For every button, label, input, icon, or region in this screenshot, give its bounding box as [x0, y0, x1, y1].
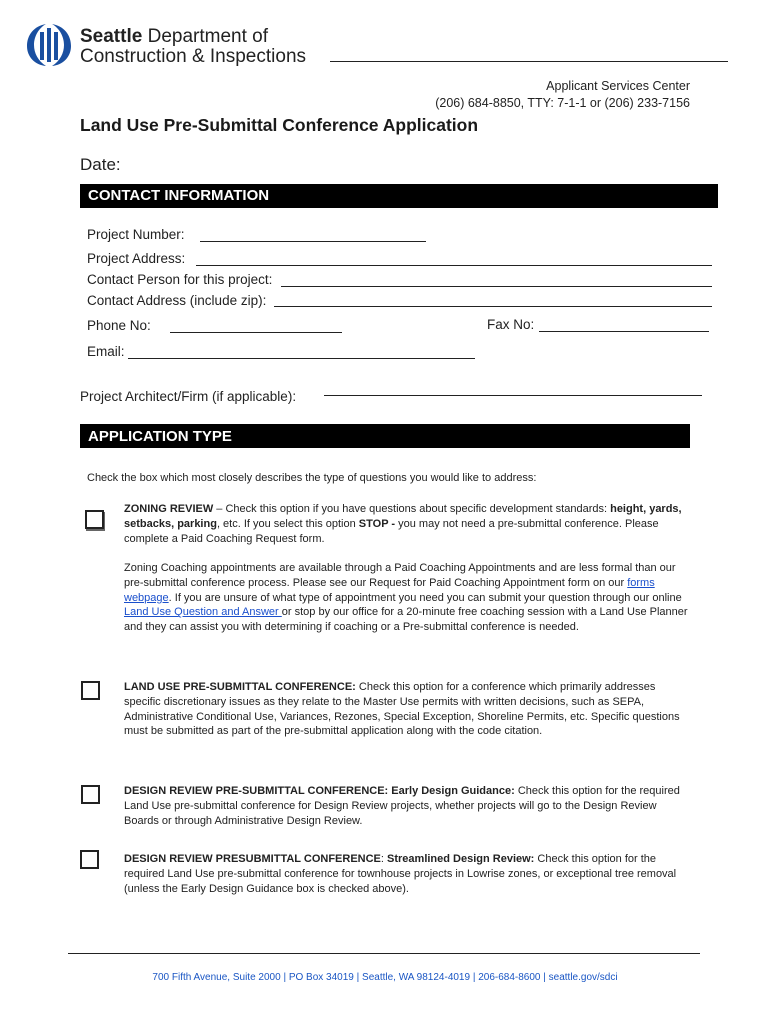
phone-label: Phone No:	[87, 318, 151, 333]
project-number-label: Project Number:	[87, 227, 185, 242]
fax-label: Fax No:	[487, 317, 535, 332]
contact-person-label: Contact Person for this project:	[87, 272, 273, 287]
zoning-review-description: ZONING REVIEW – Check this option if you have questions about specific development standards: height, yards, setbacks, parking, etc. If you select this option STOP - you may not need a pre-submittal conference. Please complete a Paid Coaching Request form.	[124, 503, 682, 545]
contact-address-label: Contact Address (include zip):	[87, 293, 267, 308]
land-use-presubmittal-checkbox[interactable]	[81, 681, 100, 700]
email-field[interactable]	[128, 358, 475, 359]
form-title: Land Use Pre-Submittal Conference Application	[80, 115, 479, 135]
services-center-name: Applicant Services Center	[546, 79, 690, 93]
email-label: Email:	[87, 344, 125, 359]
services-center-phone: (206) 684-8850, TTY: 7-1-1 or (206) 233-7156	[435, 96, 690, 110]
project-address-label: Project Address:	[87, 251, 186, 266]
application-type-header: APPLICATION TYPE	[80, 424, 690, 448]
date-label: Date:	[80, 155, 121, 174]
contact-person-field[interactable]	[281, 286, 712, 287]
footer-contact-info: 700 Fifth Avenue, Suite 2000 | PO Box 34019 | Seattle, WA 98124-4019 | 206-684-8600 | seattle.gov/sdci	[152, 972, 618, 983]
department-name: Seattle Department of Construction & Inspections	[80, 26, 307, 67]
footer-divider	[68, 953, 700, 954]
seattle-logo-icon	[24, 22, 74, 68]
forms-webpage-link[interactable]: forms webpage	[124, 576, 655, 604]
contact-section-header: CONTACT INFORMATION	[80, 184, 718, 208]
land-use-presubmittal-description: LAND USE PRE-SUBMITTAL CONFERENCE: Check this option for a conference which primarily addresses specific discretionary issues as they relate to the Master Use permits with written decisions, such as SEPA, Administrative Conditional Use, Variances, Rezones, Special Exception, Shoreline Permits, etc. Specific questions must be submitted as part of the pre-submittal application along with the code citation.	[124, 681, 680, 738]
phone-field[interactable]	[170, 332, 342, 333]
streamlined-design-review-checkbox[interactable]	[80, 850, 99, 869]
project-number-field[interactable]	[200, 241, 426, 242]
application-instructions: Check the box which most closely describes the type of questions you would like to address:	[87, 472, 537, 484]
early-design-guidance-checkbox[interactable]	[81, 785, 100, 804]
contact-address-field[interactable]	[274, 306, 712, 307]
header-divider	[330, 61, 728, 62]
zoning-review-checkbox[interactable]	[85, 510, 104, 529]
architect-label: Project Architect/Firm (if applicable):	[80, 389, 297, 404]
streamlined-design-review-description: DESIGN REVIEW PRESUBMITTAL CONFERENCE: Streamlined Design Review: Check this option for the required Land Use pre-submittal conference for townhouse projects in Lowrise zones, or exceptional tree removal (unless the Early Design Guidance box is checked above).	[124, 853, 677, 895]
early-design-guidance-description: DESIGN REVIEW PRE-SUBMITTAL CONFERENCE: Early Design Guidance: Check this option for the required Land Use pre-submittal conference for Design Review projects, whether projects will go to the Design Review Boards or through Administrative Design Review.	[124, 785, 680, 827]
fax-field[interactable]	[539, 331, 709, 332]
project-address-field[interactable]	[196, 265, 712, 266]
zoning-coaching-note: Zoning Coaching appointments are available through a Paid Coaching Appointments and are less formal than our pre-submittal conference process. Please see our Request for Paid Coaching Appointment form on our forms webpage. If you are unsure of what type of appointment you need you can submit your question through our online Land Use Question and Answer or stop by our office for a 20-minute free coaching session with a Land Use Planner and they can assist you with determining if coaching or a Pre-submittal conference is needed.	[124, 562, 688, 634]
land-use-qa-link[interactable]: Land Use Question and Answer	[124, 606, 282, 619]
architect-field[interactable]	[324, 395, 702, 396]
